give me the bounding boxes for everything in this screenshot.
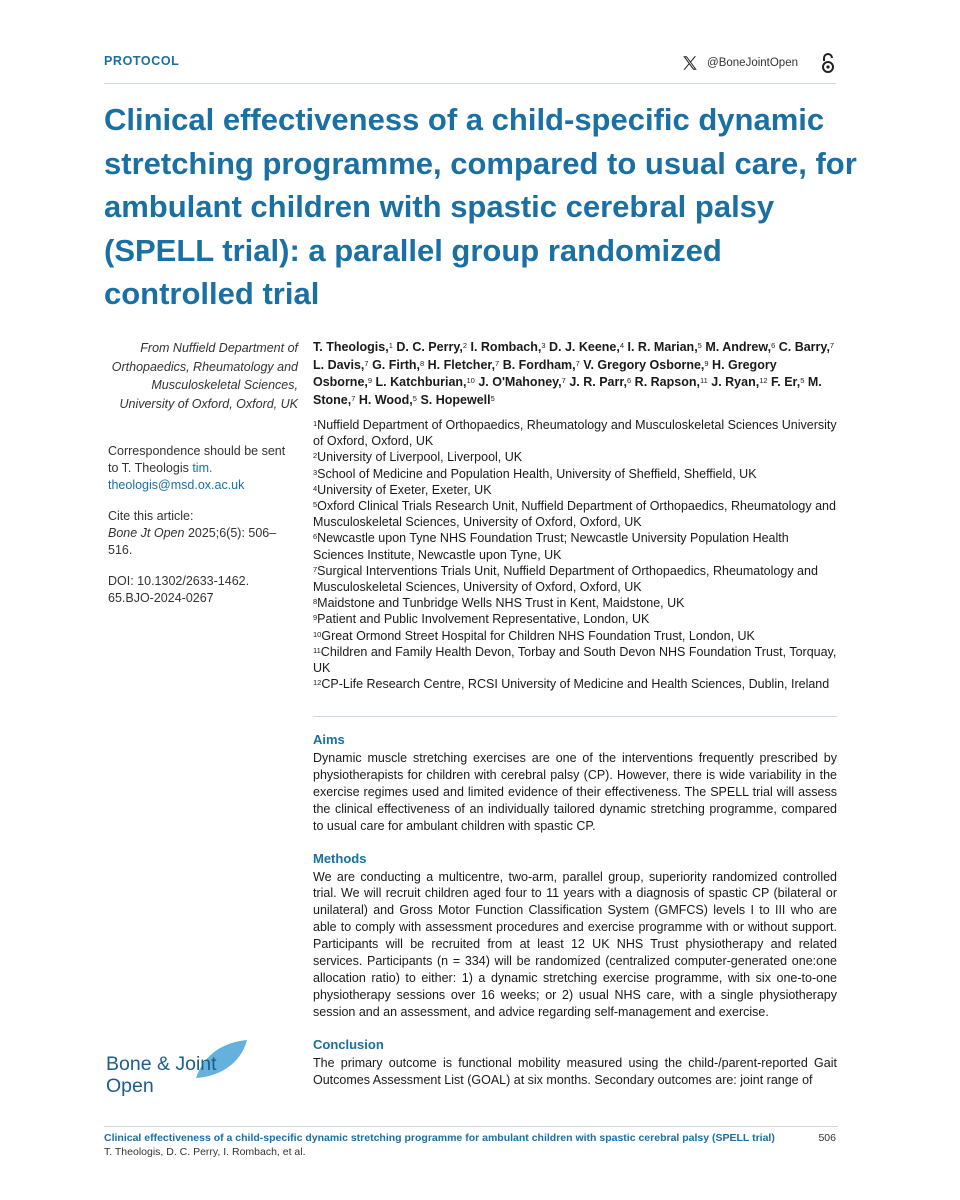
affiliation-item bbox=[313, 628, 838, 644]
author-affiliation-ref: 12 bbox=[759, 376, 768, 385]
author-affiliation-ref: 6 bbox=[627, 376, 632, 385]
affiliation-number: 1 bbox=[313, 419, 318, 428]
author-name-text: L. Davis, bbox=[313, 357, 365, 372]
aims-heading: Aims bbox=[313, 732, 345, 747]
author-name bbox=[470, 340, 545, 354]
author-name bbox=[313, 358, 369, 372]
author-affiliation-ref: 5 bbox=[412, 393, 417, 403]
author-name-text: T. Theologis, bbox=[313, 340, 389, 354]
author-name bbox=[503, 358, 580, 372]
logo-line1: Bone & Joint bbox=[106, 1053, 217, 1075]
author-name bbox=[628, 340, 702, 354]
affiliation-number: 6 bbox=[313, 532, 318, 542]
author-affiliation-ref: 7 bbox=[575, 358, 580, 368]
author-affiliation-ref: 4 bbox=[619, 341, 625, 350]
cite-details: 2025;6(5): 506–516. bbox=[108, 526, 277, 557]
author-affiliation-ref: 6 bbox=[771, 341, 776, 350]
author-list bbox=[313, 339, 838, 409]
author-name-text: F. Er, bbox=[771, 375, 801, 389]
author-affiliation-ref: 7 bbox=[351, 393, 356, 403]
logo-text bbox=[106, 1053, 217, 1097]
author-name bbox=[771, 375, 804, 389]
author-name-text: J. O'Mahoney, bbox=[478, 375, 562, 389]
conclusion-heading: Conclusion bbox=[313, 1036, 384, 1052]
author-name bbox=[549, 340, 624, 354]
author-name-text: H. Fletcher, bbox=[427, 357, 496, 372]
author-affiliation-ref: 7 bbox=[561, 376, 566, 385]
affiliation-item bbox=[313, 676, 838, 692]
affiliation-text: University of Exeter, Exeter, UK bbox=[317, 482, 492, 497]
from-affiliation: From Nuffield Department of Orthopaedics, Rheumatology and Musculoskeletal Sciences, University of Oxford, Oxford, UK bbox=[111, 341, 298, 411]
affiliation-text: Children and Family Health Devon, Torbay and South Devon NHS Foundation Trust, Torquay, UK bbox=[313, 644, 837, 676]
affiliation-text: Surgical Interventions Trials Unit, Nuffield Department of Orthopaedics, Rheumatology and Musculoskeletal Sciences, University of Oxford, Oxford, UK bbox=[313, 563, 818, 595]
author-affiliation-ref: 8 bbox=[420, 358, 425, 368]
author-name-text: D. J. Keene, bbox=[548, 340, 620, 354]
affiliation-item bbox=[313, 449, 838, 465]
footer-authors: T. Theologis, D. C. Perry, I. Rombach, et al. bbox=[104, 1145, 306, 1158]
cite-journal: Bone Jt Open bbox=[108, 526, 185, 540]
citation bbox=[108, 508, 298, 559]
article-type-label: PROTOCOL bbox=[104, 54, 180, 68]
author-name-text: M. Stone, bbox=[313, 375, 822, 407]
correspondence-email-part1[interactable]: tim. bbox=[192, 461, 213, 475]
affiliation-number: 5 bbox=[313, 500, 318, 510]
affiliation-item bbox=[313, 595, 838, 611]
journal-logo bbox=[106, 1040, 246, 1100]
author-affiliation-ref: 3 bbox=[541, 341, 546, 350]
abstract bbox=[313, 731, 837, 1104]
author-name bbox=[569, 375, 631, 389]
author-affiliation-ref: 2 bbox=[462, 341, 467, 350]
affiliation-number: 8 bbox=[313, 597, 318, 607]
author-affiliation-ref: 7 bbox=[829, 341, 835, 350]
author-name-text: G. Firth, bbox=[372, 357, 420, 372]
affiliation-item bbox=[313, 644, 838, 676]
affiliation-number: 11 bbox=[313, 645, 321, 655]
affiliation-text: Maidstone and Tunbridge Wells NHS Trust in Kent, Maidstone, UK bbox=[317, 596, 685, 611]
affiliation-item bbox=[313, 417, 838, 449]
author-name bbox=[376, 375, 475, 389]
social-links bbox=[681, 52, 836, 74]
article-sidebar bbox=[108, 443, 298, 621]
affiliation-list bbox=[313, 417, 838, 692]
author-name bbox=[779, 340, 834, 354]
author-name bbox=[711, 375, 767, 389]
author-name bbox=[372, 358, 424, 372]
aims-text: Dynamic muscle stretching exercises are one of the interventions frequently prescribed by physiotherapists for children with cerebral palsy (CP). However, there is wide variability in the exercise regimes used and limited evidence of their effectiveness. The SPELL trial will assess the clinical effectiveness of an individually tailored dynamic stretching programme, compared to usual care for ambulant children with spastic CP. bbox=[313, 751, 837, 833]
author-name-text: C. Barry, bbox=[778, 340, 830, 354]
author-name-text: B. Fordham, bbox=[502, 357, 576, 372]
affiliation-item bbox=[313, 498, 838, 530]
footer-title: Clinical effectiveness of a child-specific dynamic stretching programme for ambulant children with spastic cerebral palsy (SPELL trial) bbox=[104, 1132, 775, 1144]
doi[interactable]: DOI: 10.1302/2633-1462. 65.BJO-2024-0267 bbox=[108, 574, 250, 605]
correspondence bbox=[108, 443, 298, 494]
author-affiliation-ref: 11 bbox=[699, 376, 708, 385]
author-name-text: I. Rombach, bbox=[470, 340, 542, 354]
page-number: 506 bbox=[818, 1132, 836, 1144]
affiliation-item bbox=[313, 466, 838, 482]
author-affiliation-ref: 5 bbox=[800, 376, 805, 385]
author-name-text: H. Gregory Osborne, bbox=[313, 357, 777, 389]
author-name bbox=[396, 340, 467, 354]
affiliation-text: Nuffield Department of Orthopaedics, Rheumatology and Musculoskeletal Sciences University of Oxford, Oxford, UK bbox=[313, 418, 837, 449]
author-name-text: D. C. Perry, bbox=[396, 340, 463, 354]
author-name bbox=[313, 340, 393, 354]
author-affiliation-ref: 7 bbox=[364, 358, 369, 368]
author-name bbox=[705, 340, 775, 354]
open-access-icon bbox=[820, 52, 836, 74]
author-name bbox=[635, 375, 708, 389]
author-name-text: J. Ryan, bbox=[711, 375, 760, 389]
author-name-text: J. R. Parr, bbox=[569, 375, 628, 389]
methods-heading: Methods bbox=[313, 850, 367, 866]
author-affiliation-ref: 9 bbox=[367, 376, 373, 385]
affiliation-number: 2 bbox=[313, 451, 318, 461]
affiliation-number: 7 bbox=[313, 564, 318, 574]
affiliation-number: 12 bbox=[313, 678, 322, 688]
author-name-text: H. Wood, bbox=[358, 392, 413, 407]
affiliation-text: Patient and Public Involvement Representative, London, UK bbox=[317, 612, 650, 627]
correspondence-text: Correspondence should be sent to T. Theologis bbox=[108, 444, 286, 475]
author-name-text: V. Gregory Osborne, bbox=[583, 357, 705, 372]
author-name bbox=[359, 393, 417, 407]
affiliation-number: 3 bbox=[313, 467, 318, 477]
affiliation-text: Great Ormond Street Hospital for Children NHS Foundation Trust, London, UK bbox=[321, 628, 755, 643]
abstract-divider bbox=[313, 716, 837, 717]
affiliation-item bbox=[313, 482, 838, 498]
author-affiliation-ref: 5 bbox=[697, 341, 702, 350]
author-name-text: L. Katchburian, bbox=[375, 375, 467, 389]
author-name-text: I. R. Marian, bbox=[627, 340, 698, 354]
author-name-text: S. Hopewell bbox=[420, 392, 491, 407]
social-handle[interactable]: @BoneJointOpen bbox=[707, 57, 798, 69]
conclusion-text: The primary outcome is functional mobility measured using the child-/parent-reported Gait Outcomes Assessment List (GOAL) at six months. Secondary outcomes are: joint range of bbox=[313, 1055, 837, 1087]
page-footer bbox=[104, 1132, 804, 1159]
footer-divider bbox=[104, 1126, 838, 1127]
affiliation-number: 9 bbox=[313, 613, 318, 623]
author-affiliation-ref: 9 bbox=[704, 358, 709, 368]
header-divider bbox=[104, 83, 836, 84]
logo-line2: Open bbox=[106, 1075, 154, 1097]
affiliation-number: 4 bbox=[313, 483, 318, 493]
author-affiliation-ref: 7 bbox=[495, 358, 500, 368]
affiliation-text: University of Liverpool, Liverpool, UK bbox=[317, 450, 523, 465]
author-affiliation-ref: 10 bbox=[466, 376, 475, 385]
affiliation-text: CP-Life Research Centre, RCSI University of Medicine and Health Sciences, Dublin, Ireland bbox=[321, 677, 830, 692]
x-logo-icon[interactable] bbox=[681, 54, 699, 72]
affiliation-item bbox=[313, 563, 838, 595]
author-name bbox=[583, 358, 708, 372]
author-name bbox=[428, 358, 500, 372]
affiliation-item bbox=[313, 611, 838, 627]
affiliation-text: School of Medicine and Population Health, University of Sheffield, Sheffield, UK bbox=[317, 466, 757, 481]
author-affiliation-ref: 5 bbox=[490, 393, 495, 403]
correspondence-email-part2[interactable]: theologis@msd.ox.ac.uk bbox=[108, 478, 245, 492]
affiliation-text: Oxford Clinical Trials Research Unit, Nuffield Department of Orthopaedics, Rheumatology and Musculoskeletal Sciences, University of Oxford, Oxford, UK bbox=[313, 499, 836, 530]
cite-label: Cite this article: bbox=[108, 509, 194, 523]
affiliation-text: Newcastle upon Tyne NHS Foundation Trust; Newcastle University Population Health Sciences Institute, Newcastle upon Tyne, UK bbox=[313, 531, 789, 562]
page-header bbox=[104, 52, 836, 82]
author-name bbox=[478, 375, 566, 389]
methods-text: We are conducting a multicentre, two-arm, parallel group, superiority randomized controlled trial. We will recruit children aged four to 11 years with a diagnosis of spastic CP (bilateral or unilateral) and Gross Motor Function Classification System (GMFCS) levels I to III who are able to comply with assessment procedures and exercise programme with or without support. Participants will be recruited from at least 12 UK NHS Trust physiotherapy and related services. Participants (n = 334) will be randomized (centralized computer-generated one:one allocation ratio) to either: 1) a dynamic stretching exercise programme, with six one-to-one physiotherapy sessions over 16 weeks; or 2) usual NHS care, with a single physiotherapy session and an assessment, and advice regarding self-management and exercise. bbox=[313, 869, 837, 1019]
affiliation-number: 10 bbox=[313, 629, 322, 639]
affiliation-item bbox=[313, 530, 838, 562]
author-affiliation-ref: 1 bbox=[388, 341, 393, 350]
article-title: Clinical effectiveness of a child-specific dynamic stretching programme, compared to usual care, for ambulant children with spastic cerebral palsy (SPELL trial): a parallel group randomized controlled trial bbox=[104, 102, 857, 311]
author-name-text: R. Rapson, bbox=[634, 375, 700, 389]
author-name-text: M. Andrew, bbox=[705, 340, 772, 354]
author-name bbox=[420, 393, 494, 407]
